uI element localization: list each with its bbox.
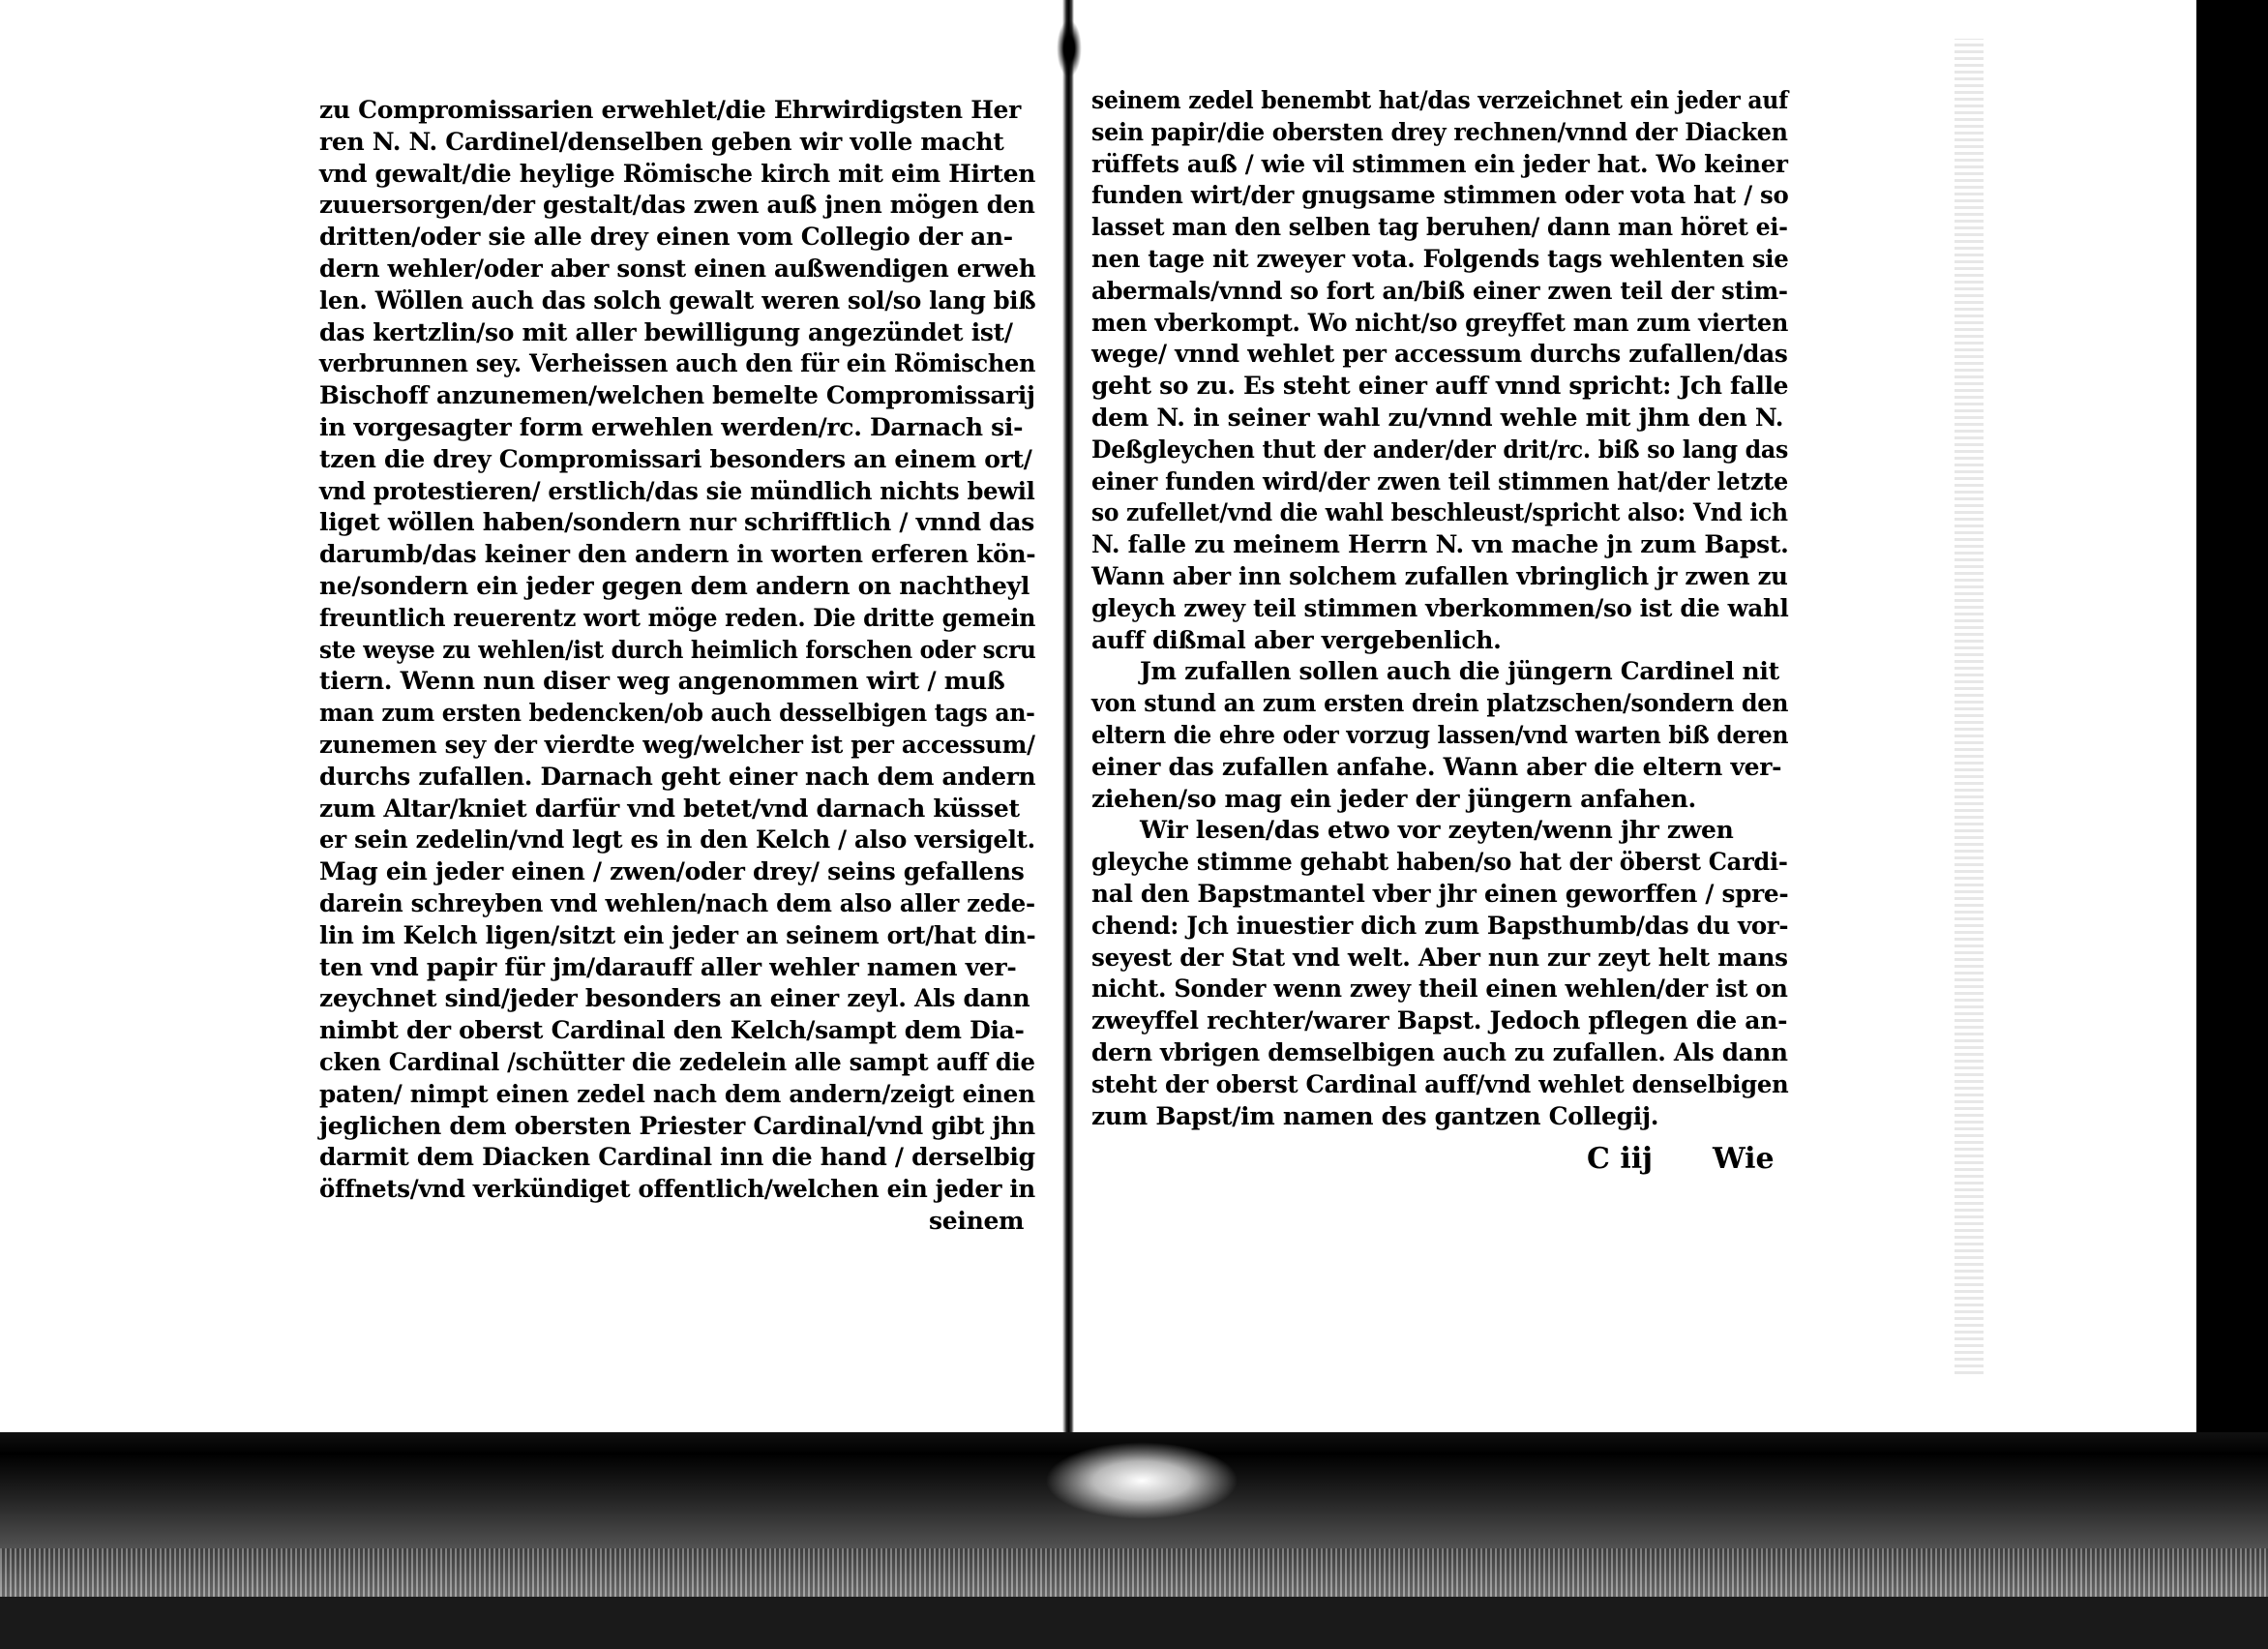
- text-line: darein schreyben vnd wehlen/nach dem also aller zede-: [319, 888, 1035, 917]
- text-line: auff dißmal aber vergebenlich.: [1091, 625, 1502, 654]
- text-line: abermals/vnnd so fort an/biß einer zwen teil der stim-: [1091, 276, 1788, 305]
- text-line: ten vnd papir für jm/darauff aller wehler namen ver-: [319, 952, 1017, 981]
- text-line: Wir lesen/das etwo vor zeyten/wenn jhr zwen: [1140, 816, 1734, 845]
- text-line: zum Bapst/im namen des gantzen Collegij.: [1091, 1101, 1659, 1130]
- text-line: von stund an zum ersten drein platzschen/sondern den: [1091, 689, 1789, 718]
- text-line: freuntlich reuerentz wort möge reden. Die dritte gemein: [319, 603, 1036, 632]
- text-line: geht so zu. Es steht einer auff vnnd spricht: Jch falle: [1091, 372, 1789, 401]
- text-line: chend: Jch inuestier dich zum Bapsthumb/das du vor-: [1091, 911, 1789, 940]
- text-line: darumb/das keiner den andern in worten erferen kön-: [319, 540, 1036, 569]
- spine-shadow: [1057, 19, 1082, 77]
- text-line: öffnets/vnd verkündiget offentlich/welchen ein jeder in: [319, 1175, 1035, 1204]
- signature-mark: C iij: [1587, 1142, 1653, 1176]
- text-line: in vorgesagter form erwehlen werden/rc. Darnach si-: [319, 412, 1024, 441]
- text-line: nicht. Sonder wenn zwey theil einen wehlen/der ist on: [1091, 974, 1788, 1004]
- text-line: men vberkompt. Wo nicht/so greyffet man zum vierten: [1091, 308, 1789, 337]
- text-line: ste weyse zu wehlen/ist durch heimlich forschen oder scru: [319, 635, 1036, 664]
- text-line: dritten/oder sie alle drey einen vom Collegio der an-: [319, 223, 1013, 252]
- scan-bottom-bar: [0, 1597, 2268, 1649]
- text-line: man zum ersten bedencken/ob auch desselbigen tags an-: [319, 699, 1035, 728]
- text-line: Mag ein jeder einen / zwen/oder drey/ seins gefallens: [319, 857, 1025, 886]
- text-line: eltern die ehre oder vorzug lassen/vnd warten biß deren: [1091, 720, 1789, 749]
- text-line: zunemen sey der vierdte weg/welcher ist per accessum/: [319, 730, 1035, 759]
- text-line: seinem: [929, 1206, 1025, 1235]
- text-line: jeglichen dem obersten Priester Cardinal/vnd gibt jhn: [319, 1111, 1035, 1140]
- text-line: dern vbrigen demselbigen auch zu zufallen. Als dann: [1091, 1037, 1788, 1066]
- text-line: einer das zufallen anfahe. Wann aber die eltern ver-: [1091, 752, 1782, 781]
- text-line: vnd gewalt/die heylige Römische kirch mit eim Hirten: [319, 159, 1036, 188]
- text-line: nal den Bapstmantel vber jhr einen geworffen / spre-: [1091, 879, 1789, 908]
- text-line: sein papir/die obersten drey rechnen/vnnd der Diacken: [1091, 117, 1788, 146]
- text-line: so zufellet/vnd die wahl beschleust/spricht also: Vnd ich: [1091, 498, 1788, 527]
- left-page-text: [319, 95, 1035, 1238]
- text-line: Wann aber inn solchem zufallen vbringlich jr zwen zu: [1091, 561, 1788, 590]
- text-line: nimbt der oberst Cardinal den Kelch/sampt dem Dia-: [319, 1016, 1025, 1045]
- text-line: darmit dem Diacken Cardinal inn die hand / derselbig: [319, 1143, 1035, 1172]
- text-line: Jm zufallen sollen auch die jüngern Cardinel nit: [1140, 657, 1779, 686]
- text-line: liget wöllen haben/sondern nur schrifftlich / vnnd das: [319, 508, 1035, 537]
- text-line: seinem zedel benembt hat/das verzeichnet ein jeder auf: [1091, 86, 1788, 114]
- catchword: Wie: [1713, 1142, 1775, 1176]
- text-line: zeychnet sind/jeder besonders an einer zeyl. Als dann: [319, 984, 1030, 1013]
- text-line: N. falle zu meinem Herrn N. vn mache jn zum Bapst.: [1091, 530, 1789, 559]
- text-line: lasset man den selben tag beruhen/ dann man höret ei-: [1091, 213, 1788, 242]
- text-line: zum Altar/kniet darfür vnd betet/vnd darnach küsset: [319, 794, 1020, 823]
- text-line: lin im Kelch ligen/sitzt ein jeder an seinem ort/hat din-: [319, 920, 1036, 949]
- text-line: nen tage nit zweyer vota. Folgends tags wehlenten sie: [1091, 244, 1789, 273]
- text-line: Bischoff anzunemen/welchen bemelte Compromissarij: [319, 381, 1035, 410]
- text-line: durchs zufallen. Darnach geht einer nach dem andern: [319, 762, 1036, 791]
- text-line: rüffets auß / wie vil stimmen ein jeder hat. Wo keiner: [1091, 149, 1788, 178]
- scan-glare: [1045, 1442, 1238, 1519]
- text-line: len. Wöllen auch das solch gewalt weren sol/so lang biß: [319, 285, 1036, 315]
- text-line: dern wehler/oder aber sonst einen außwendigen erweh: [319, 254, 1036, 283]
- text-line: vnd protestieren/ erstlich/das sie mündlich nichts bewil: [319, 476, 1035, 505]
- text-line: gleych zwey teil stimmen vberkommen/so ist die wahl: [1091, 593, 1789, 622]
- text-line: tzen die drey Compromissari besonders an einem ort/: [319, 444, 1032, 473]
- text-line: wege/ vnnd wehlet per accessum durchs zufallen/das: [1091, 340, 1788, 369]
- text-line: dem N. in seiner wahl zu/vnnd wehle mit jhm den N.: [1091, 403, 1784, 432]
- text-line: cken Cardinal /schütter die zedelein alle sampt auff die: [319, 1047, 1035, 1076]
- text-line: funden wirt/der gnugsame stimmen oder vota hat / so: [1091, 181, 1789, 210]
- text-line: gleyche stimme gehabt haben/so hat der öberst Cardi-: [1091, 848, 1788, 877]
- text-line: steht der oberst Cardinal auff/vnd wehlet denselbigen: [1091, 1069, 1789, 1098]
- text-line: ne/sondern ein jeder gegen dem andern on nachtheyl: [319, 571, 1030, 600]
- text-line: zuuersorgen/der gestalt/das zwen auß jnen mögen den: [319, 191, 1035, 220]
- text-line: seyest der Stat vnd welt. Aber nun zur zeyt helt mans: [1091, 943, 1788, 972]
- text-line: verbrunnen sey. Verheissen auch den für ein Römischen: [319, 349, 1036, 378]
- text-line: ren N. N. Cardinel/denselben geben wir volle macht: [319, 127, 1004, 156]
- text-line: paten/ nimpt einen zedel nach dem andern/zeigt einen: [319, 1079, 1035, 1108]
- text-line: einer funden wird/der zwen teil stimmen hat/der letzte: [1091, 466, 1788, 495]
- page-edge-shadow: [1955, 39, 1984, 1374]
- book-spine: [1062, 0, 1074, 1442]
- text-line: zweyffel rechter/warer Bapst. Jedoch pflegen die an-: [1091, 1006, 1788, 1035]
- right-page-text: [1091, 85, 1788, 1132]
- text-line: tiern. Wenn nun diser weg angenommen wirt / muß: [319, 667, 1005, 696]
- text-line: ziehen/so mag ein jeder der jüngern anfahen.: [1091, 784, 1696, 813]
- text-line: Deßgleychen thut der ander/der drit/rc. biß so lang das: [1091, 435, 1788, 464]
- text-line: das kertzlin/so mit aller bewilligung angezündet ist/: [319, 317, 1013, 346]
- text-line: er sein zedelin/vnd legt es in den Kelch / also versigelt.: [319, 825, 1035, 854]
- text-line: zu Compromissarien erwehlet/die Ehrwirdigsten Her: [319, 96, 1021, 124]
